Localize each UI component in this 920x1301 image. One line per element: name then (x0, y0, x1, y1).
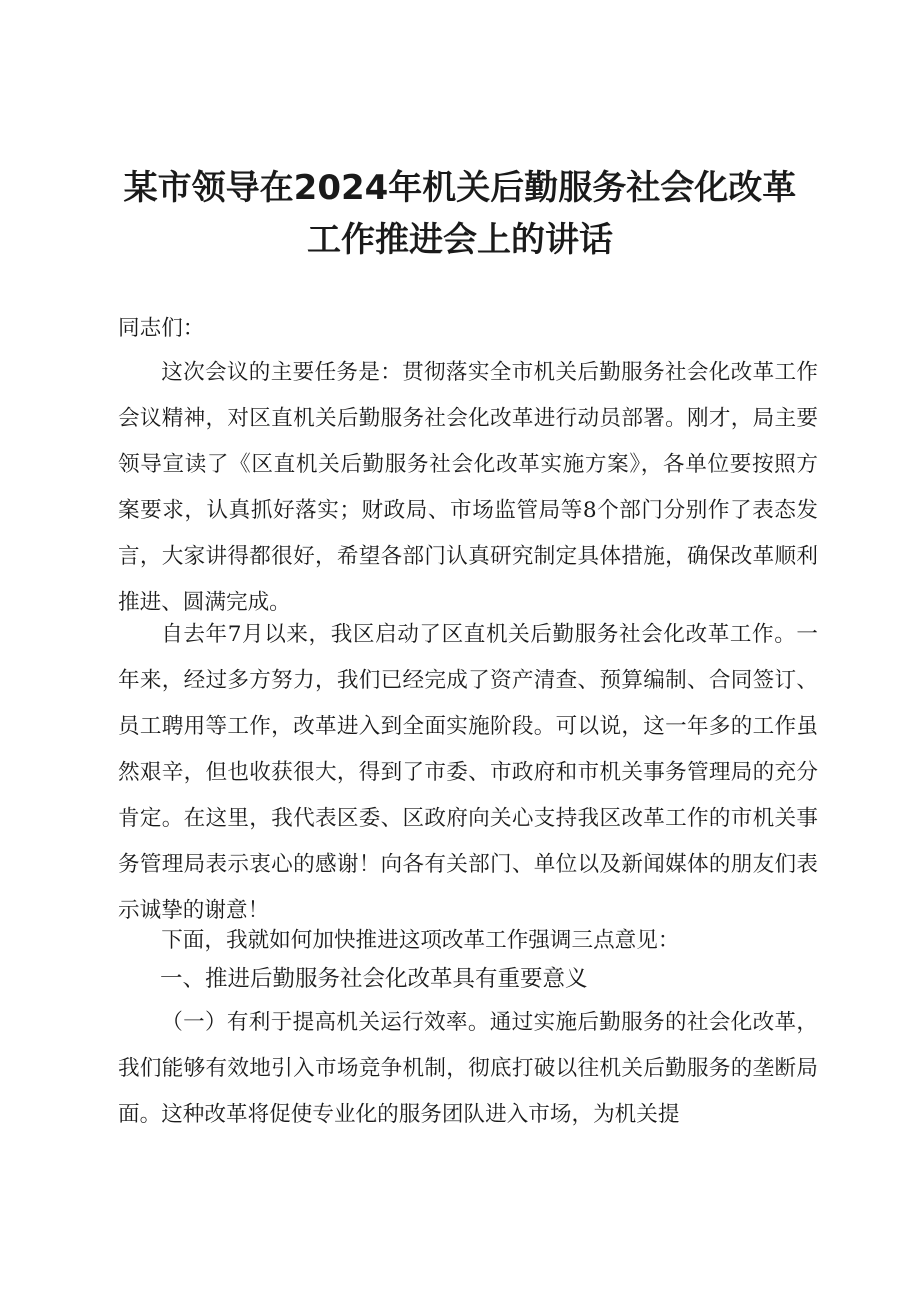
paragraph-three-points-intro: 下面，我就如何加快推进这项改革工作强调三点意见： (161, 928, 680, 953)
section-heading-1: 一、推进后勤服务社会化改革具有重要意义 (160, 966, 588, 992)
paragraph-reform-progress: 自去年7月以来，我区启动了区直机关后勤服务社会化改革工作。一年来，经过多方努力，我们已经完成了资产清查、预算编制、合同签订、员工聘用等工作，改革进入到全面实施阶段。可以说，这一年多的工作虽然艰辛，但也收获很大，得到了市委、市政府和市机关事务管理局的充分肯定。在这里，我代表区委、区政府向关心支持我区改革工作的市机关事务管理局表示衷心的感谢！向各有关部门、单位以及新闻媒体的朋友们表示诚挚的谢意！ (118, 622, 818, 923)
paragraph-efficiency: （一）有利于提高机关运行效率。通过实施后勤服务的社会化改革，我们能够有效地引入市场竞争机制，彻底打破以往机关后勤服务的垄断局面。这种改革将促使专业化的服务团队进入市场，为机关提 (118, 1010, 818, 1127)
document-title-line-2: 工作推进会上的讲话 (307, 220, 613, 260)
salutation: 同志们： (118, 316, 205, 341)
paragraph-meeting-task: 这次会议的主要任务是：贯彻落实全市机关后勤服务社会化改革工作会议精神，对区直机关后勤服务社会化改革进行动员部署。刚才，局主要领导宣读了《区直机关后勤服务社会化改革实施方案》，各单位要按照方案要求，认真抓好落实；财政局、市场监管局等8个部门分别作了表态发言，大家讲得都很好，希望各部门认真研究制定具体措施，确保改革顺利推进、圆满完成。 (118, 360, 818, 615)
document-title-line-1: 某市领导在2024年机关后勤服务社会化改革 (123, 168, 797, 208)
